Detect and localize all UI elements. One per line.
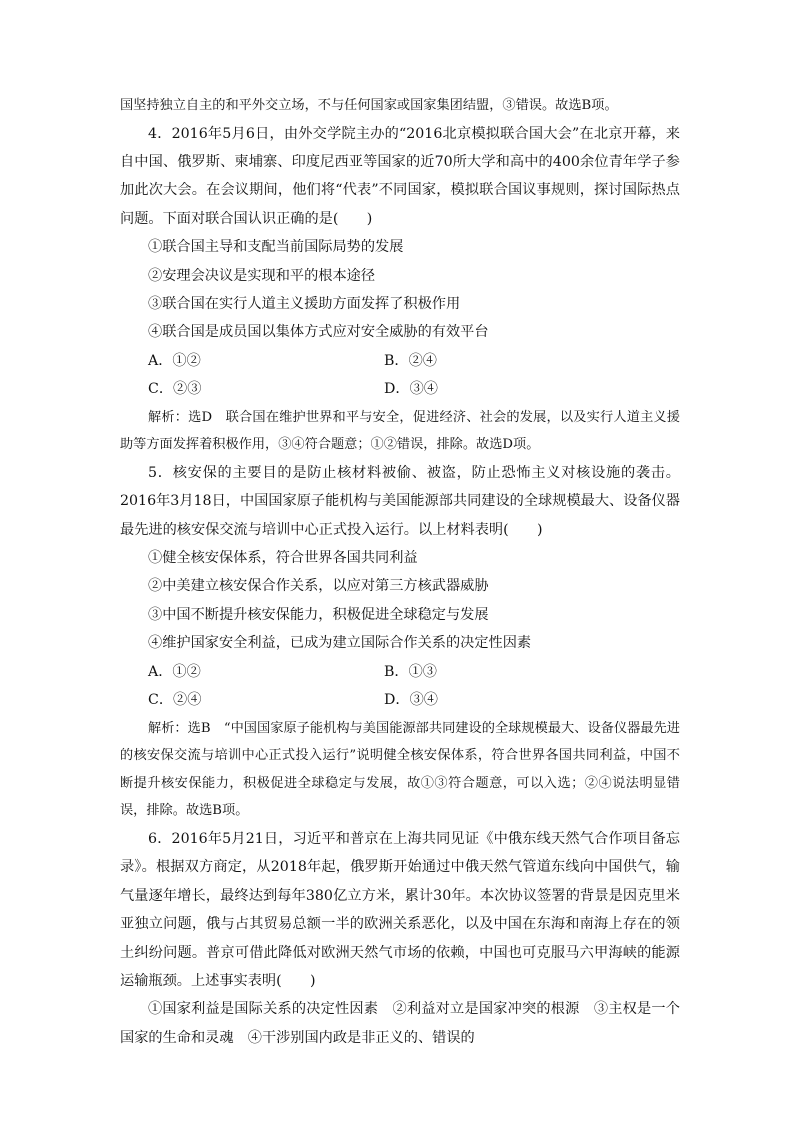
question-4-analysis: 解析：选D 联合国在维护世界和平与安全，促进经济、社会的发展，以及实行人道主义援助等方面发挥着积极作用，③④符合题意；①②错误，排除。故选D项。	[120, 409, 680, 453]
document-page	[120, 92, 680, 1052]
question-4-item-4: ④联合国是成员国以集体方式应对安全威胁的有效平台	[148, 324, 489, 341]
question-4-item-2: ②安理会决议是实现和平的根本途径	[148, 267, 376, 284]
question-4-choice-a: A．①②	[148, 352, 201, 369]
question-5-stem: 5．核安保的主要目的是防止核材料被偷、被盗，防止恐怖主义对核设施的袭击。2016年3月18日，中国国家原子能机构与美国能源部共同建设的全球规模最大、设备仪器最先进的核安保交流与培训中心正式投入运行。以上材料表明( )	[120, 464, 680, 538]
question-4-choice-b: B．②④	[384, 352, 437, 369]
question-5-item-2: ②中美建立核安保合作关系，以应对第三方核武器威胁	[148, 578, 489, 595]
question-5-choice-d: D．③④	[384, 692, 438, 709]
question-4-choices-row-1	[120, 347, 680, 375]
question-4-choice-d: D．③④	[384, 381, 438, 398]
question-4-item-1: ①联合国主导和支配当前国际局势的发展	[148, 239, 404, 256]
question-4-choices-row-2	[120, 375, 680, 403]
question-4-choice-c: C．②③	[148, 381, 202, 398]
question-5-choices-row-1	[120, 658, 680, 686]
question-5-item-3: ③中国不断提升核安保能力，积极促进全球稳定与发展	[148, 606, 489, 623]
question-6-items: ①国家利益是国际关系的决定性因素 ②利益对立是国家冲突的根源 ③主权是一个国家的生命和灵魂 ④干涉别国内政是非正义的、错误的	[120, 1001, 680, 1046]
question-5-choice-a: A．①②	[148, 663, 201, 680]
question-5-choices-row-2	[120, 686, 680, 714]
question-4-item-3: ③联合国在实行人道主义援助方面发挥了积极作用	[148, 296, 461, 313]
question-5-choice-c: C．②④	[148, 692, 202, 709]
question-5-item-4: ④维护国家安全利益，已成为建立国际合作关系的决定性因素	[148, 635, 532, 652]
previous-analysis-continuation: 国坚持独立自主的和平外交立场，不与任何国家或国家集团结盟，③错误。故选B项。	[120, 98, 618, 113]
question-6-stem: 6．2016年5月21日，习近平和普京在上海共同见证《中俄东线天然气合作项目备忘录》。根据双方商定，从2018年起，俄罗斯开始通过中俄天然气管道东线向中国供气，输气量逐年增长，最终达到每年380亿立方米，累计30年。本次协议签署的背景是因克里米亚独立问题，俄与占其贸易总额一半的欧洲关系恶化，以及中国在东海和南海上存在的领土纠纷问题。普京可借此降低对欧洲天然气市场的依赖，中国也可克服马六甲海峡的能源运输瓶颈。上述事实表明( )	[120, 830, 680, 989]
question-5-analysis: 解析：选B “中国国家原子能机构与美国能源部共同建设的全球规模最大、设备仪器最先进的核安保交流与培训中心正式投入运行”说明健全核安保体系，符合世界各国共同利益，中国不断提升核安保能力，积极促进全球稳定与发展，故①③符合题意，可以入选；②④说法明显错误，排除。故选B项。	[120, 720, 680, 819]
question-5-item-1: ①健全核安保体系，符合世界各国共同利益	[148, 550, 418, 567]
question-4-stem: 4．2016年5月6日，由外交学院主办的“2016北京模拟联合国大会”在北京开幕，来自中国、俄罗斯、柬埔寨、印度尼西亚等国家的近70所大学和高中的400余位青年学子参加此次大会。在会议期间，他们将“代表”不同国家，模拟联合国议事规则，探讨国际热点问题。下面对联合国认识正确的是( )	[120, 125, 680, 227]
question-5-choice-b: B．①③	[384, 663, 437, 680]
